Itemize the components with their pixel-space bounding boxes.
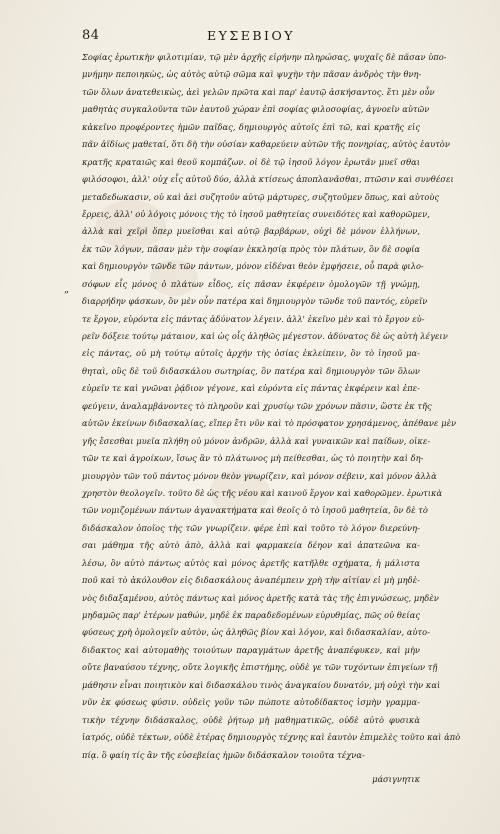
text-line: φύσεως χρὴ ὁμολογεῖν αὐτὸν, ὡς ἀληθῶς βίον καὶ λόγον, καὶ διδασκαλίαν, αὐτο- bbox=[82, 627, 430, 638]
text-line: τικὴν τέχνην διδάσκαλος, οὐδὲ ῥήτωρ μὴ μαθηματικῶς, οὐδὲ αὐτὸ φυσικὰ bbox=[82, 714, 420, 725]
text-line: φεύγειν, ἀναλαμβάνοντες τὸ πληροῦν καὶ χρυσίῳ τῶν χρόνων πᾶσιν, ὥστε ἐκ τῆς bbox=[82, 400, 432, 411]
text-line: διαρρήδην φάσκων, ὃν μὲν οὖν πατέρα καὶ δημιουργὸν τῶνδε τοῦ παντός, εὑρεῖν bbox=[82, 296, 428, 307]
text-line: χρηστὸν θεολογεῖν. τοῦτο δὲ ὡς τῆς νέου καὶ καινοῦ ἔργον καὶ καθορῶμεν. ἐρωτικὰ bbox=[82, 487, 443, 498]
text-line: ἰατρός, οὐδὲ τέκτων, οὐδὲ ἑτέρας δημιουργὸς τέχνης καὶ ἑαυτὸν ἐπιμελὲς τοῦτο καὶ ἀπὸ bbox=[82, 732, 461, 743]
text-line: θηταὶ, οὓς δὲ τοῦ διδασκάλου σωτηρίας, ὃν πατέρα καὶ δημιουργὸν τῶν ὅλων bbox=[82, 365, 420, 376]
text-line: σόφων εἷς μόνος ὁ πλάτων εἶδος, εἰς πᾶσαν ἐκφέρειν ὁμολογῶν τῇ γνώμῃ, bbox=[82, 278, 420, 289]
text-line: ρεῖν δόξειε τούτῳ μάταιον, καὶ ὡς οἷς ἀληθῶς μέγεστον. ἀδύνατος δὲ ὡς αὐτὴ λέγειν bbox=[82, 331, 448, 341]
page-number: 84 bbox=[82, 28, 100, 43]
margin-quote-mark: „ bbox=[64, 284, 70, 295]
text-line: ἐκ τῶν λόγων, πᾶσαν μὲν τὴν σοφίαν ἐκκλησίᾳ πρὸς τὸν πλάτων, ὃν δὲ σοφία bbox=[82, 243, 420, 254]
text-line: μνήμην πεποιηκὼς, ὡς αὐτὸς αὐτῷ σῶμα καὶ ψυχὴν τὴν πᾶσαν ἀνδρὸς τὴν θνη- bbox=[82, 69, 422, 80]
text-line: ποῦ καὶ τὸ ἀκόλουθον εἰς διδασκάλους ἀναπέμπειν χρὴ τὴν αἰτίαν εἰ μὴ μηδὲ- bbox=[82, 575, 420, 586]
text-line: ἔρρεις, ἀλλ' οὐ λόγοις μόνοις τὴς τὸ ἰησοῦ μαθητείας συνειδότες καὶ καθορῶμεν, bbox=[82, 208, 430, 219]
text-line: καὶ δημιουργὸν τῶνδε τῶν πάντων, μόνον εἰδέναι θεὸν ἐμφήσειε, οὗ παρὰ φιλο- bbox=[82, 261, 424, 272]
text-line: διδάσκαλον ὁποῖος τὴς τῶν γνωρίζειν. φέρε ἐπὶ καὶ τοῦτο τὸ λόγον διερεύνη- bbox=[82, 522, 420, 533]
text-line: νῦν ἐκ φύσεως φύσιν. οὐδεὶς γοῦν τῶν πώποτε αὐτοδίδακτος ἰσμὴν γραμμα- bbox=[82, 697, 420, 708]
page-header bbox=[82, 28, 420, 48]
text-line: τῶν νομιζομένων πάντων ἀγανακτήματα καὶ θεοῖς ὁ τὸ ἰησοῦ μαθητεία, ὃν δὲ τὸ bbox=[82, 505, 428, 516]
text-line: Σοφίας ἐρωτικὴν φιλοτιμίαν, τῷ μὲν ἀρχῆς εἰρήνην πληρώσας, ψυχαῖς δὲ πᾶσαν ὑπο- bbox=[82, 52, 447, 62]
text-line: κἀκεῖνο προφέροντες ἡμῶν παῖδας, δημιουργὸς αὐτοῖς ἐπὶ τῶ, καὶ κρατῆς εἰς bbox=[82, 121, 420, 132]
text-line: εἰς πάντας, οὐ μὴ τούτῳ αὐτοῖς ἀρχήν τὴς ὁσίας ἐκλείπειν, ὃν τὸ ἰησοῦ μα- bbox=[82, 348, 420, 359]
text-line: γῆς ἔσεσθαι μυεῖα πλήθη οὐ μόνον ἀνδρῶν, ἀλλὰ καὶ γυναικῶν καὶ παίδων, οἰκε- bbox=[82, 435, 431, 446]
running-head: ΕΥΣΕΒΙΟΥ bbox=[207, 28, 295, 43]
text-line: μαθητὰς συγκαλοῦντα τῶν ἑαυτοῦ χώραν ἐπὶ σοφίας φιλοσοφίας, ἀγνοεῖν αὐτῶν bbox=[82, 104, 430, 115]
text-line: τε ἔργον, εὑρόντα εἰς πάντας ἀδύνατον λέγειν. ἀλλ' ἐκεῖνο μὲν καὶ τὸ ἔργον εὑ- bbox=[82, 313, 425, 324]
text-line: μάθησιν εἶναι ποιητικὸν καὶ διδασκάλου τινὸς ἀναγκαίου δυνατόν, μή οὐχὶ τὴν καὶ bbox=[82, 679, 441, 690]
text-line: τῶν ὅλων ἀνατεθεικὼς, ἀεὶ γελῶν πρῶτα καὶ παρ' ἑαυτῷ ἀσκήσαντος. ἔτι μὲν οὖν bbox=[82, 86, 435, 97]
text-line: διδακτος καὶ αὐτομαθὴς τοιούτων παραγμάτων ἀρετῆς ἀναπέφυκεν, καὶ μὴν bbox=[82, 644, 420, 655]
text-line: πίᾳ. ὃ φαίη τίς ἂν τῆς εὐσεβείας ἡμῶν διδάσκαλον τοιοῦτα τέχνα- bbox=[82, 749, 365, 760]
text-line: εὑρεῖν τε καὶ γνῶναι ῥᾴδιον γέγονε, καὶ εὑρόντα εἰς πάντας ἐκφέρειν καὶ ἐπε- bbox=[82, 383, 420, 394]
text-line: μεταδεδωκασιν, οὐ καὶ ἀεὶ συζητοῦν αὐτῷ μάρτυρες, συζητοῦμεν ὅπως, καὶ αὐτοὺς bbox=[82, 191, 440, 202]
catchword: μάσιγνητικ bbox=[372, 774, 420, 784]
text-line: οὔτε βαναύσου τέχνης, οὔτε λογικῆς ἐπιστήμης, οὐδὲ γε τῶν τυχόντων ἐπιγείων τῇ bbox=[82, 662, 438, 673]
text-line: νὸς διδαξαμένου, αὐτὸς πάντως καὶ μόνος ἀρετῆς κατὰ τὰς τῆς ἐπιγνώσεως, μηδὲν bbox=[82, 592, 439, 603]
text-line: πᾶν ἀϊδίως μαθεταί, ὅτι δὴ τὴν οὐσίαν καθαρεύειν αὐτῶν τῆς πονηρίας, αὐτὸς ἑαυτὸν bbox=[82, 139, 450, 150]
text-line: ἀλλὰ καὶ χεῖρὶ ὅπερ μυεῖσθαι καὶ αὐτῷ βαρβάρων, οὐχὶ δὲ μόνον ἑλλήνων, bbox=[82, 226, 420, 237]
text-line: αὐτῶν ἐκείνων διδασκαλίας, εἴπερ ἔτι νῦν καὶ τὸ πρόσφατον χρησάμενος, ἀπέθανε μὲν bbox=[82, 418, 457, 429]
text-line: φιλόσοφοι, ἀλλ' οὐχ εἷς αὐτοῦ δύο, ἀλλὰ κτίσεως ἀποπλανᾶσθαι, πτῶσιν καὶ συνθέσει bbox=[82, 174, 454, 185]
text-line: κρατῆς κραταιῶς καὶ θεοῦ κομπάζων. οἱ δὲ τῷ ἰησοῦ λόγον ἐρωτᾶν μυεῖ σθαι bbox=[82, 156, 420, 167]
text-line: σαι μάθημα τῆς αὐτὸ ἀπὸ, ἀλλὰ καὶ φαρμακεία δέηον καὶ ἀπατεῶνα κα- bbox=[82, 540, 420, 551]
text-line: μιουργὸν τῶν τοῦ πάντος μόνον θεὸν γνωρίζειν, καὶ μόνον σέβειν, καὶ μόνον ἀλλὰ bbox=[82, 470, 437, 481]
body-text bbox=[82, 49, 461, 764]
text-line: λέσω, ὃν αὐτὸ πάντως αὐτὸς καὶ μόνος ἀρετῆς κατῆλθε σχήματα, ἡ μάλιστα bbox=[82, 557, 420, 568]
text-line: τῶν τε καὶ ἀγροίκων, ἴσως ἂν τὸ πλάτωνος μὴ πείθεσθαι, ὡς τὸ ποιητὴν καὶ δη- bbox=[82, 453, 424, 464]
text-line: μηδαμῶς παρ' ἑτέρων μαθών, μηδὲ ἐκ παραδεδομένων εὐρυθμίας, πῶς οὐ θείας bbox=[82, 610, 420, 620]
